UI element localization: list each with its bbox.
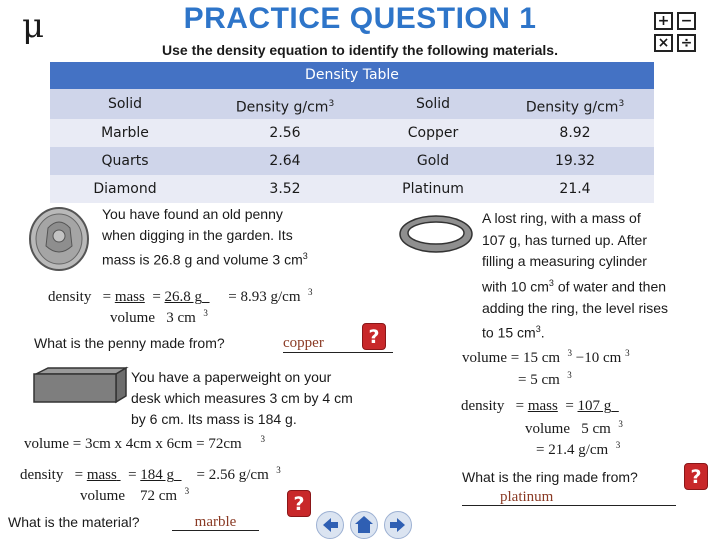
table-cell: Diamond: [93, 181, 157, 197]
table-cell: 3.52: [269, 181, 301, 197]
table-cell: Copper: [407, 125, 459, 141]
table-cell: Gold: [416, 153, 450, 169]
ring-density-equation: density = mass = 107 g: [461, 398, 612, 414]
table-cell: 2.64: [269, 153, 301, 169]
help-button-ring[interactable]: ?: [684, 463, 708, 490]
penny-density-equation: density = mass = 26.8 g = 8.93 g/cm $^3$: [48, 287, 313, 305]
previous-button[interactable]: [316, 511, 344, 539]
times-icon: ×: [654, 34, 673, 52]
paperweight-prompt: What is the material?: [8, 514, 140, 530]
table-header: Density $g/cm^3$: [235, 99, 335, 116]
penny-prompt: What is the penny made from?: [34, 335, 225, 351]
home-button[interactable]: [350, 511, 378, 539]
arrow-left-icon: [317, 512, 343, 538]
home-icon: [351, 512, 377, 538]
divide-icon: ÷: [677, 34, 696, 52]
table-cell: 2.56: [269, 125, 301, 141]
table-header: Solid: [415, 96, 451, 112]
mu-symbol: μ: [22, 6, 45, 46]
penny-coin-image: [28, 206, 90, 272]
help-button-penny[interactable]: ?: [362, 323, 386, 350]
table-cell: Marble: [101, 125, 149, 141]
table-cell: 19.32: [554, 153, 596, 169]
ring-density-result: = 21.4 g/cm $^3$: [536, 440, 621, 458]
minus-icon: −: [677, 12, 696, 30]
table-row: [50, 147, 654, 175]
paperweight-volume-equation: volume = 3cm x 4cm x 6cm = 72cm $^3$: [24, 434, 265, 452]
ring-prompt: What is the ring made from?: [462, 469, 638, 485]
ring-volume-result: = 5 cm $^3$: [518, 370, 572, 388]
paperweight-answer: marble: [172, 514, 259, 531]
table-row: [50, 119, 654, 147]
penny-volume-denominator: volume 3 cm $^3$: [110, 308, 208, 326]
math-operators-icon: [654, 12, 704, 58]
page-title: PRACTICE QUESTION 1: [183, 2, 537, 35]
ring-answer: platinum: [462, 489, 676, 506]
paperweight-density-equation: density = mass = 184 g = 2.56 g/cm $^3$: [20, 465, 281, 483]
table-caption: Density Table: [50, 62, 654, 89]
table-header-row: [50, 89, 654, 119]
help-button-paperweight[interactable]: ?: [287, 490, 311, 517]
table-header: Density $g/cm^3$: [525, 99, 625, 116]
table-cell: 21.4: [559, 181, 591, 197]
density-table: [50, 62, 654, 203]
arrow-right-icon: [385, 512, 411, 538]
table-row: [50, 175, 654, 203]
ring-question-text: A lost ring, with a mass of 107 g, has turned up. After filling a measuring cylinder with 10 $cm^3$ of water and then adding the ring, the level rises to 15 $cm^3$.: [482, 210, 668, 341]
page-subtitle: Use the density equation to identify the following materials.: [162, 42, 558, 58]
table-cell: Quarts: [101, 153, 149, 169]
paperweight-image: [30, 366, 130, 404]
ring-volume-equation: volume = 15 cm $^3$ −10 cm $^3$: [462, 348, 630, 366]
paperweight-volume-denominator: volume 72 cm $^3$: [80, 486, 190, 504]
penny-answer: copper: [283, 335, 393, 353]
ring-image: [396, 212, 476, 256]
table-cell: Platinum: [402, 181, 464, 197]
next-button[interactable]: [384, 511, 412, 539]
table-header: Solid: [107, 96, 143, 112]
paperweight-question-text: You have a paperweight on your desk which measures 3 cm by 4 cm by 6 cm. Its mass is 184 g.: [131, 369, 353, 427]
ring-volume-denominator: volume 5 cm $^3$: [525, 419, 623, 437]
plus-icon: +: [654, 12, 673, 30]
table-cell: 8.92: [559, 125, 591, 141]
penny-question-text: You have found an old penny when digging in the garden. Its mass is 26.8 g and volume 3 $cm^3$: [102, 206, 308, 268]
